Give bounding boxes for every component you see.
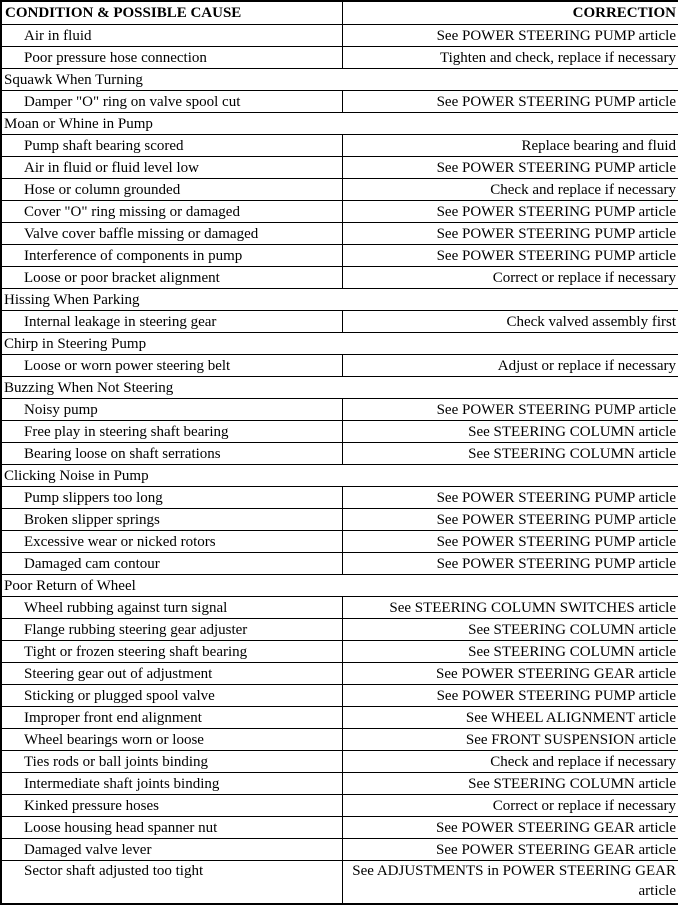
table-row [1,135,678,157]
cause-cell: Steering gear out of adjustment [1,663,342,685]
table-row [1,795,678,817]
correction-cell: Replace bearing and fluid [342,135,678,157]
cause-cell: Loose or poor bracket alignment [1,267,342,289]
table-row [1,707,678,729]
group-row [1,113,678,135]
table-row [1,751,678,773]
correction-cell: See POWER STEERING PUMP article [342,553,678,575]
table-row [1,25,678,47]
correction-cell: See POWER STEERING PUMP article [342,487,678,509]
correction-cell: Tighten and check, replace if necessary [342,47,678,69]
correction-cell: See STEERING COLUMN article [342,641,678,663]
table-row [1,355,678,377]
header-row [1,1,678,25]
group-title: Buzzing When Not Steering [1,377,678,399]
cause-cell: Damaged cam contour [1,553,342,575]
group-title: Poor Return of Wheel [1,575,678,597]
correction-cell: See POWER STEERING PUMP article [342,531,678,553]
correction-cell: Check and replace if necessary [342,179,678,201]
cause-cell: Pump shaft bearing scored [1,135,342,157]
correction-cell: See ADJUSTMENTS in POWER STEERING GEAR article [342,861,678,905]
correction-cell: See POWER STEERING PUMP article [342,509,678,531]
group-row [1,465,678,487]
correction-cell: Correct or replace if necessary [342,267,678,289]
table-row [1,399,678,421]
correction-cell: Adjust or replace if necessary [342,355,678,377]
table-row [1,157,678,179]
header-condition: CONDITION & POSSIBLE CAUSE [1,1,342,25]
table-row [1,443,678,465]
cause-cell: Air in fluid [1,25,342,47]
correction-cell: See STEERING COLUMN article [342,421,678,443]
cause-cell: Wheel bearings worn or loose [1,729,342,751]
table-row [1,487,678,509]
cause-cell: Interference of components in pump [1,245,342,267]
group-title: Clicking Noise in Pump [1,465,678,487]
correction-cell: See WHEEL ALIGNMENT article [342,707,678,729]
cause-cell: Sticking or plugged spool valve [1,685,342,707]
group-row [1,289,678,311]
group-row [1,575,678,597]
table-row [1,817,678,839]
cause-cell: Damaged valve lever [1,839,342,861]
correction-cell: See FRONT SUSPENSION article [342,729,678,751]
correction-cell: See STEERING COLUMN article [342,619,678,641]
correction-cell: See POWER STEERING PUMP article [342,685,678,707]
table-row [1,553,678,575]
cause-cell: Internal leakage in steering gear [1,311,342,333]
cause-cell: Cover "O" ring missing or damaged [1,201,342,223]
table-row [1,509,678,531]
table-row [1,91,678,113]
correction-cell: See STEERING COLUMN SWITCHES article [342,597,678,619]
header-correction: CORRECTION [342,1,678,25]
cause-cell: Improper front end alignment [1,707,342,729]
correction-cell: See POWER STEERING PUMP article [342,399,678,421]
correction-cell: Check and replace if necessary [342,751,678,773]
cause-cell: Wheel rubbing against turn signal [1,597,342,619]
cause-cell: Pump slippers too long [1,487,342,509]
correction-cell: See STEERING COLUMN article [342,443,678,465]
correction-cell: See POWER STEERING GEAR article [342,663,678,685]
table-body [1,25,678,905]
group-title: Moan or Whine in Pump [1,113,678,135]
correction-cell: Correct or replace if necessary [342,795,678,817]
table-row [1,839,678,861]
table-row [1,311,678,333]
cause-cell: Tight or frozen steering shaft bearing [1,641,342,663]
group-row [1,69,678,91]
correction-cell: See STEERING COLUMN article [342,773,678,795]
table-row [1,201,678,223]
correction-cell: See POWER STEERING PUMP article [342,157,678,179]
table-row [1,663,678,685]
table-row [1,245,678,267]
group-title: Hissing When Parking [1,289,678,311]
correction-cell: See POWER STEERING GEAR article [342,817,678,839]
correction-cell: See POWER STEERING GEAR article [342,839,678,861]
correction-cell: See POWER STEERING PUMP article [342,223,678,245]
cause-cell: Poor pressure hose connection [1,47,342,69]
cause-cell: Free play in steering shaft bearing [1,421,342,443]
table-row [1,421,678,443]
group-title: Chirp in Steering Pump [1,333,678,355]
cause-cell: Sector shaft adjusted too tight [1,861,342,905]
correction-cell: Check valved assembly first [342,311,678,333]
correction-cell: See POWER STEERING PUMP article [342,245,678,267]
table-row [1,597,678,619]
correction-cell: See POWER STEERING PUMP article [342,25,678,47]
cause-cell: Loose or worn power steering belt [1,355,342,377]
cause-cell: Air in fluid or fluid level low [1,157,342,179]
table-row [1,861,678,905]
cause-cell: Excessive wear or nicked rotors [1,531,342,553]
correction-cell: See POWER STEERING PUMP article [342,201,678,223]
table-row [1,729,678,751]
table-row [1,223,678,245]
cause-cell: Bearing loose on shaft serrations [1,443,342,465]
table-row [1,179,678,201]
cause-cell: Flange rubbing steering gear adjuster [1,619,342,641]
table-row [1,47,678,69]
table-row [1,773,678,795]
group-title: Squawk When Turning [1,69,678,91]
table-row [1,641,678,663]
cause-cell: Damper "O" ring on valve spool cut [1,91,342,113]
table-row [1,531,678,553]
cause-cell: Hose or column grounded [1,179,342,201]
cause-cell: Loose housing head spanner nut [1,817,342,839]
cause-cell: Kinked pressure hoses [1,795,342,817]
table-row [1,619,678,641]
table-row [1,685,678,707]
cause-cell: Noisy pump [1,399,342,421]
cause-cell: Ties rods or ball joints binding [1,751,342,773]
cause-cell: Intermediate shaft joints binding [1,773,342,795]
group-row [1,377,678,399]
group-row [1,333,678,355]
correction-cell: See POWER STEERING PUMP article [342,91,678,113]
cause-cell: Broken slipper springs [1,509,342,531]
cause-cell: Valve cover baffle missing or damaged [1,223,342,245]
table-row [1,267,678,289]
